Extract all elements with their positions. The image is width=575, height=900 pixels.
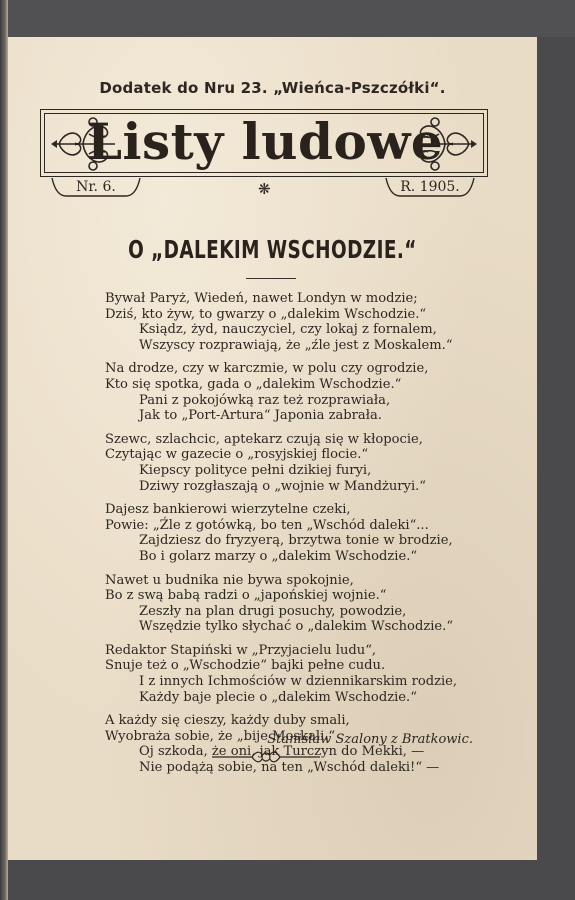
poem-line: Wszędzie tylko słychać o „dalekim Wschodzie.“ <box>139 619 454 635</box>
masthead-frame <box>40 109 488 177</box>
issue-row <box>8 177 537 203</box>
poem-line: Każdy baje plecie o „dalekim Wschodzie.“ <box>139 689 417 705</box>
ornament-right-icon <box>409 112 479 176</box>
poem-line: Dziś, kto żyw, to gwarzy o „dalekim Wschodzie.“ <box>105 306 427 322</box>
stanza <box>105 643 485 705</box>
supplement-line: Dodatek do Nru 23. „Wieńca-Pszczółki“. <box>99 79 446 97</box>
stanza <box>105 432 485 494</box>
poem-line: Kto się spotka, gada o „dalekim Wschodzie.“ <box>105 376 402 392</box>
issue-year: R. 1905. <box>400 179 460 195</box>
poem-line: Oj szkoda, że oni, jak Turczyn do Mekki, — <box>139 744 425 760</box>
page-left-edge <box>0 0 8 900</box>
separator-star-icon: ❋ <box>258 180 271 198</box>
poem-line: Dajesz bankierowi wierzytelne czeki, <box>105 502 351 518</box>
poem-line: Nawet u budnika nie bywa spokojnie, <box>105 572 354 588</box>
poem-line: Bo z swą babą radzi o „japońskiej wojnie.“ <box>105 588 387 604</box>
issue-number: Nr. 6. <box>76 179 116 195</box>
author-signature: Stanisław Szalony z Bratkowic. <box>267 732 473 747</box>
poem-line: Pani z pokojówką raz też rozprawiała, <box>139 392 391 408</box>
end-flourish-icon <box>206 747 326 767</box>
issue-number-tab <box>50 177 142 197</box>
heading-rule <box>246 278 296 279</box>
viewer-top-band <box>0 0 575 37</box>
poem-line: Jak to „Port-Artura“ Japonia zabrała. <box>139 408 382 424</box>
stanza <box>105 502 485 564</box>
poem-line: I z innych Ichmościów w dziennikarskim rodzie, <box>139 674 458 690</box>
poem-line: Nie podążą sobie, na ten „Wschód daleki!“ — <box>139 760 440 776</box>
poem-line: Bywał Paryż, Wiedeń, nawet Londyn w modzie; <box>105 291 418 306</box>
stanza <box>105 573 485 635</box>
poem-line: Powie: „Źle z gotówką, bo ten „Wschód daleki“... <box>105 517 429 533</box>
poem-line: Czytając w gazecie o „rosyjskiej flocie.“ <box>105 447 369 463</box>
stanza <box>105 291 485 353</box>
poem-line: Dziwy rozgłaszają o „wojnie w Mandżuryi.“ <box>139 478 426 494</box>
poem-line: Zajdziesz do fryzyerą, brzytwa tonie w brodzie, <box>139 533 453 549</box>
poem-line: Kiepscy polityce pełni dzikiej furyi, <box>139 462 372 478</box>
stanza <box>105 361 485 423</box>
poem-line: Snuje też o „Wschodzie“ bajki pełne cudu. <box>105 658 386 674</box>
issue-year-tab <box>384 177 476 197</box>
poem-line: A każdy się cieszy, każdy duby smali, <box>105 713 350 729</box>
poem-line: Bo i golarz marzy o „dalekim Wschodzie.“ <box>139 548 418 564</box>
poem-line: Zeszły na plan drugi posuchy, powodzie, <box>139 603 407 619</box>
poem-body <box>105 291 485 784</box>
document-page <box>8 37 537 860</box>
masthead-title: Listy ludowe <box>86 112 444 171</box>
poem-line: Redaktor Stapiński w „Przyjacielu ludu“, <box>105 642 377 658</box>
article-heading: O „DALEKIM WSCHODZIE.“ <box>128 235 417 264</box>
poem-line: Szewc, szlachcic, aptekarz czują się w kłopocie, <box>105 431 423 447</box>
poem-line: Wyobraża sobie, że „bije Moskali.“ <box>105 728 336 744</box>
poem-line: Wszyscy rozprawiają, że „źle jest z Moskalem.“ <box>139 337 453 353</box>
poem-line: Ksiądz, żyd, nauczyciel, czy lokaj z fornalem, <box>139 322 437 338</box>
poem-line: Na drodze, czy w karczmie, w polu czy ogrodzie, <box>105 361 429 377</box>
